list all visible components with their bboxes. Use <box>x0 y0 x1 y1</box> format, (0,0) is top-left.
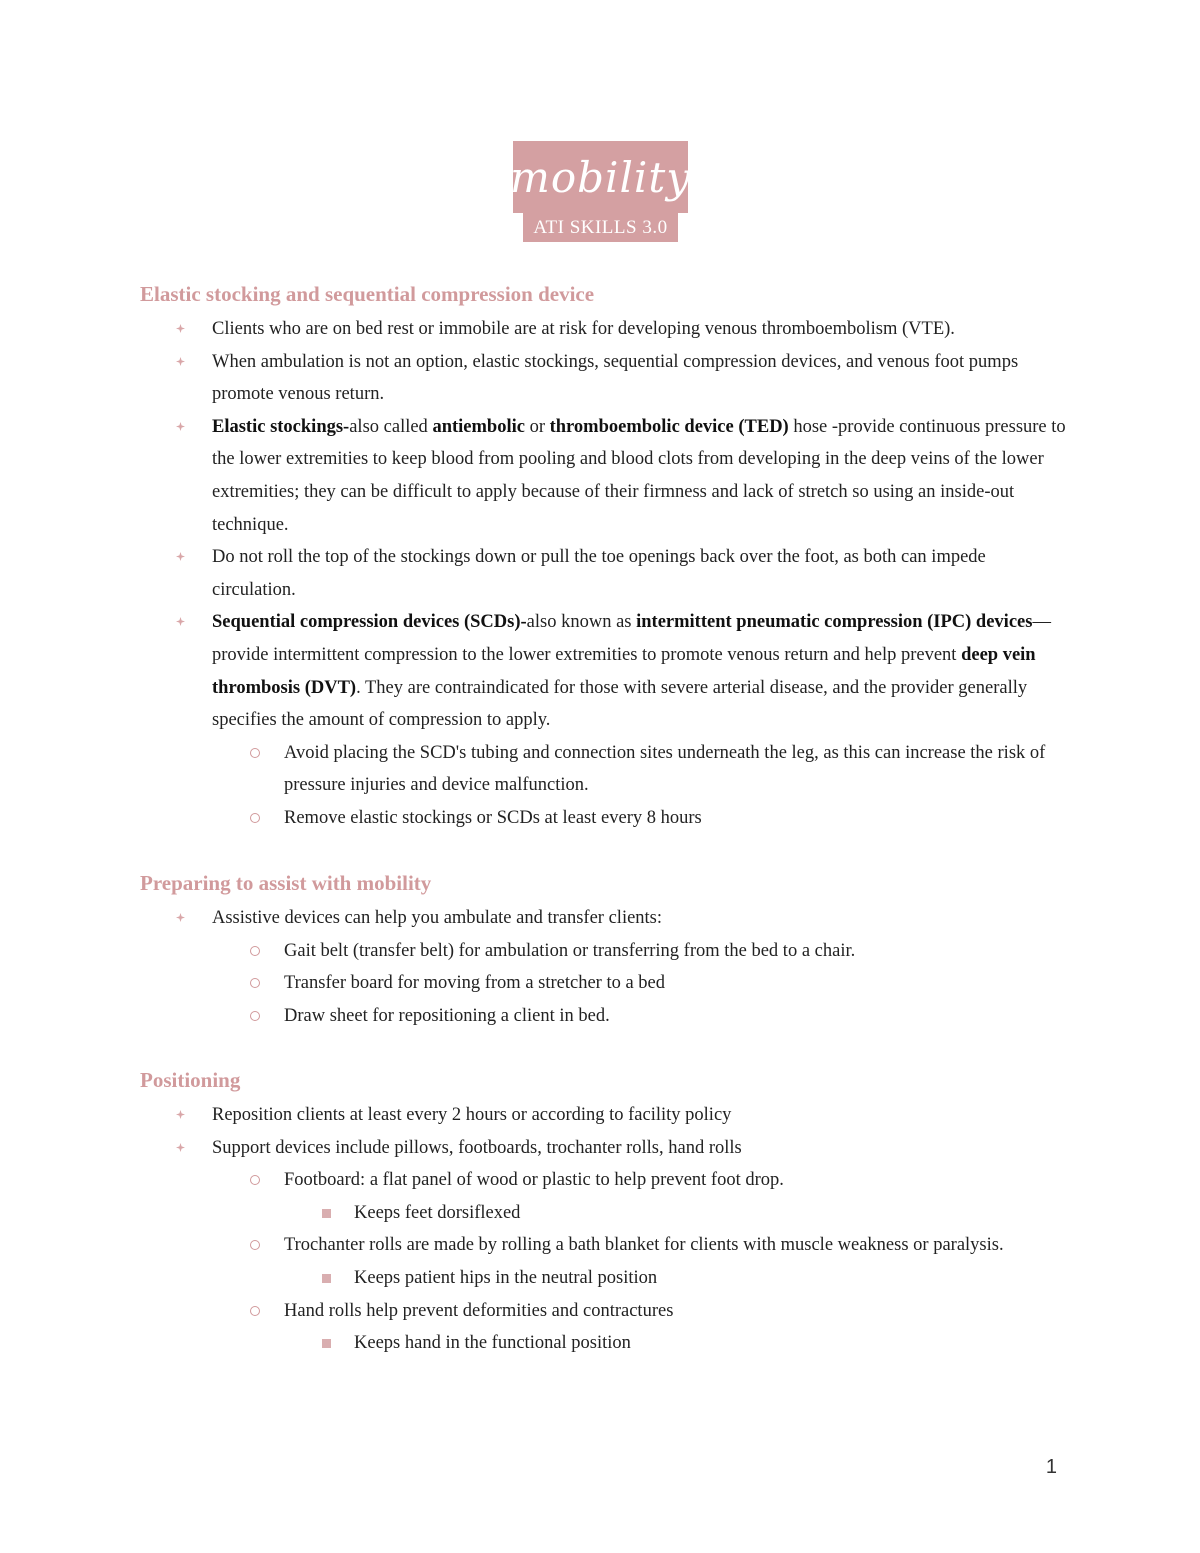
list-item-text: When ambulation is not an option, elastic stockings, sequential compression devices, and venous foot pumps promote venous return. <box>212 351 1019 405</box>
sub-list-item-text: Hand rolls help prevent deformities and contractures <box>284 1300 674 1321</box>
circle-bullet-icon <box>250 978 260 988</box>
circle-bullet-icon <box>250 748 260 758</box>
sub-sub-list-item <box>284 1197 1070 1230</box>
list-item-text: or <box>524 416 550 437</box>
term-ted: thromboembolic device (TED) <box>549 416 789 437</box>
sub-list-item <box>212 967 1070 1000</box>
list-item-text: Assistive devices can help you ambulate and transfer clients: <box>212 908 663 928</box>
sub-list-item-text: Remove elastic stockings or SCDs at least every 8 hours <box>284 807 702 828</box>
sub-list <box>212 935 1070 1033</box>
list-item <box>140 1099 1070 1132</box>
list-item <box>140 606 1070 834</box>
bullet-icon <box>176 617 185 626</box>
sub-list-item <box>212 1229 1070 1294</box>
term-dvt: deep vein thrombosis (DVT) <box>212 644 1036 698</box>
list-item-text: —provide intermittent compression to the lower extremities to promote venous return and help prevent <box>212 612 1051 665</box>
sub-list-item <box>212 1164 1070 1229</box>
bullet-icon <box>176 1143 185 1152</box>
bullet-list <box>140 902 1070 1032</box>
term-scds: Sequential compression devices (SCDs)- <box>212 612 527 633</box>
page-number: 1 <box>1045 1456 1057 1478</box>
sub-sub-list-item <box>284 1262 1070 1295</box>
list-item-text: Do not roll the top of the stockings down or pull the toe openings back over the foot, as both can impede circulation. <box>212 547 986 600</box>
list-item <box>140 1132 1070 1360</box>
circle-bullet-icon <box>250 813 260 823</box>
document-subtitle: ATI SKILLS 3.0 <box>523 213 677 242</box>
section-heading: Positioning <box>140 1068 241 1092</box>
title-block <box>510 141 691 242</box>
list-item-text: also known as <box>526 612 637 633</box>
section-preparing-mobility <box>140 871 1070 1032</box>
section-heading: Elastic stocking and sequential compression device <box>140 282 595 306</box>
term-elastic-stockings: Elastic stockings- <box>212 416 350 437</box>
bullet-list <box>140 313 1070 835</box>
sub-sub-list-item-text: Keeps hand in the functional position <box>354 1333 631 1354</box>
sub-list-item-text: Draw sheet for repositioning a client in bed. <box>284 1005 610 1026</box>
bullet-icon <box>176 1110 185 1119</box>
term-ipc: intermittent pneumatic compression (IPC) devices <box>636 612 1033 633</box>
bullet-icon <box>176 913 185 922</box>
sub-list-item-text: Footboard: a flat panel of wood or plastic to help prevent foot drop. <box>284 1170 784 1191</box>
circle-bullet-icon <box>250 1306 260 1316</box>
sub-list <box>212 1164 1070 1360</box>
list-item <box>140 541 1070 606</box>
bullet-icon <box>176 357 185 366</box>
term-antiembolic: antiembolic <box>432 416 525 437</box>
sub-list-item-text: Gait belt (transfer belt) for ambulation or transferring from the bed to a chair. <box>284 940 856 961</box>
sub-list-item-text: Avoid placing the SCD's tubing and connection sites underneath the leg, as this can increase the risk of pressure injuries and device malfunction. <box>284 742 1046 796</box>
sub-sub-list-item <box>284 1327 1070 1360</box>
list-item <box>140 313 1070 346</box>
sub-list-item <box>212 935 1070 968</box>
list-item-text: Reposition clients at least every 2 hours or according to facility policy <box>212 1105 732 1125</box>
document-title: mobility <box>510 152 691 202</box>
sub-list <box>212 737 1070 835</box>
circle-bullet-icon <box>250 946 260 956</box>
sub-sub-list <box>284 1262 1070 1295</box>
list-item-text: . They are contraindicated for those with severe arterial disease, and the provider generally specifies the amount of compression to apply. <box>212 677 1028 731</box>
list-item <box>140 411 1070 541</box>
sub-list-item-text: Trochanter rolls are made by rolling a bath blanket for clients with muscle weakness or paralysis. <box>284 1235 1004 1256</box>
section-positioning <box>140 1068 1070 1360</box>
list-item-text: Support devices include pillows, footboards, trochanter rolls, hand rolls <box>212 1137 742 1158</box>
sub-sub-list-item-text: Keeps feet dorsiflexed <box>354 1202 521 1223</box>
list-item-text: hose -provide continuous pressure to the lower extremities to keep blood from pooling and blood clots from developing in the deep veins of the lower extremities; they can be difficult to apply because of their firmness and lack of stretch so using an inside-out technique. <box>212 416 1066 535</box>
sub-list-item <box>212 1000 1070 1033</box>
sub-list-item-text: Transfer board for moving from a stretcher to a bed <box>284 973 666 994</box>
circle-bullet-icon <box>250 1240 260 1250</box>
list-item-text: also called <box>349 416 433 437</box>
square-bullet-icon <box>322 1209 331 1218</box>
bullet-list <box>140 1099 1070 1360</box>
list-item <box>140 346 1070 411</box>
section-elastic-stocking <box>140 282 1070 835</box>
bullet-icon <box>176 422 185 431</box>
bullet-icon <box>176 552 185 561</box>
circle-bullet-icon <box>250 1175 260 1185</box>
sub-list-item <box>212 1295 1070 1360</box>
sub-list-item <box>212 802 1070 835</box>
sub-sub-list-item-text: Keeps patient hips in the neutral position <box>354 1267 658 1288</box>
sub-sub-list <box>284 1197 1070 1230</box>
bullet-icon <box>176 324 185 333</box>
square-bullet-icon <box>322 1339 331 1348</box>
circle-bullet-icon <box>250 1011 260 1021</box>
square-bullet-icon <box>322 1274 331 1283</box>
title-banner <box>510 141 691 213</box>
sub-list-item <box>212 737 1070 802</box>
section-heading: Preparing to assist with mobility <box>140 871 432 895</box>
list-item-text: Clients who are on bed rest or immobile are at risk for developing venous thromboembolism (VTE). <box>212 319 955 339</box>
list-item <box>140 902 1070 1032</box>
sub-sub-list <box>284 1327 1070 1360</box>
